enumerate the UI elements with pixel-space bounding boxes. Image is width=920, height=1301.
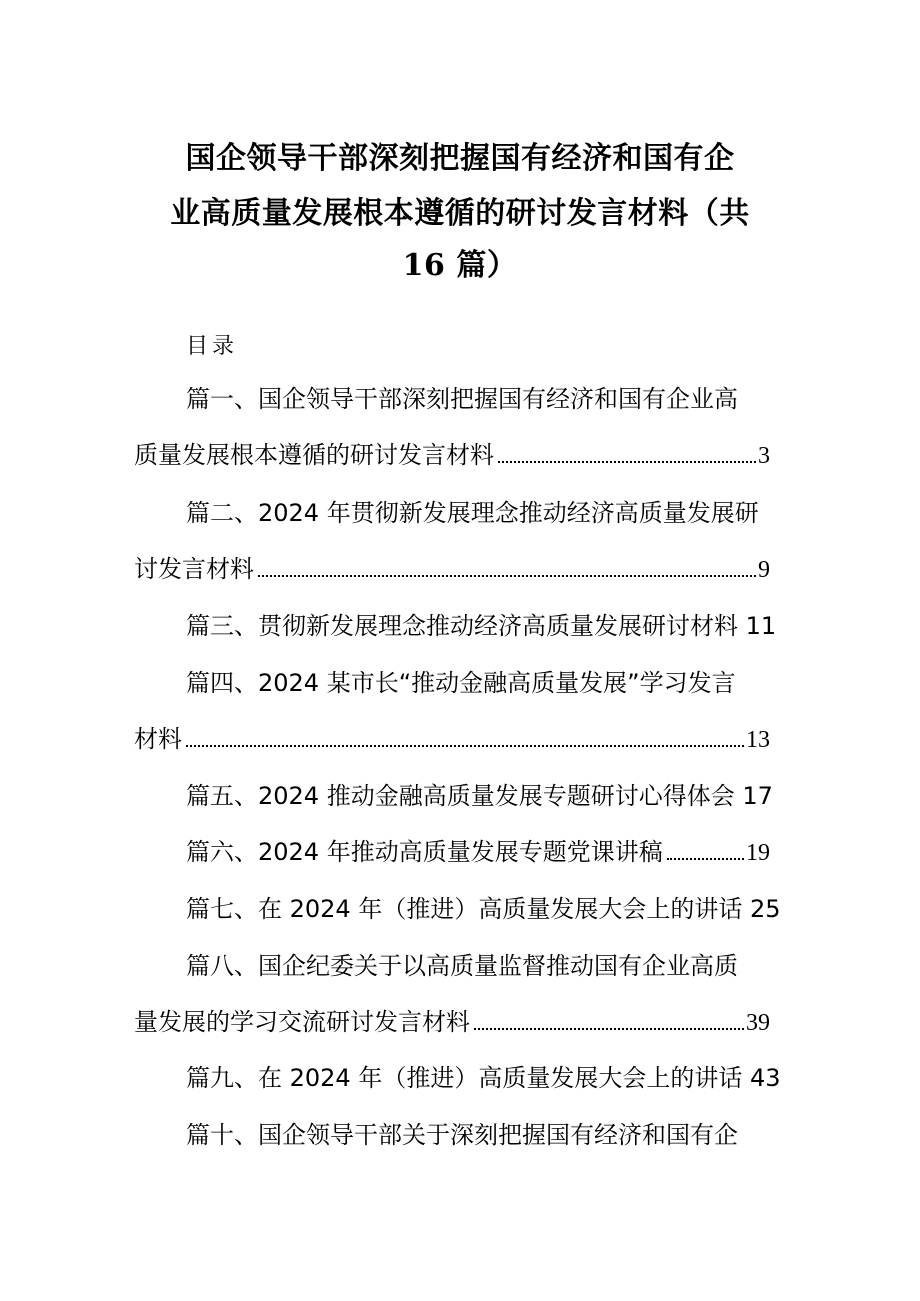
toc-entry-6[interactable] — [186, 836, 770, 869]
toc-entry-6-text: 篇六、2024 年推动高质量发展专题党课讲稿 — [186, 838, 663, 866]
toc-entry-2-text: 讨发言材料 — [134, 555, 254, 583]
toc-entry-8-page: 39 — [746, 1010, 770, 1036]
toc-entry-7[interactable]: 篇七、在 2024 年（推进）高质量发展大会上的讲话 25 — [186, 895, 781, 923]
toc-entry-4-page: 13 — [746, 727, 770, 753]
toc-entry-1-page: 3 — [758, 443, 770, 469]
dot-leader — [258, 575, 756, 577]
toc-entry-8-line-2[interactable] — [134, 1006, 770, 1039]
toc-entry-4-line-2[interactable] — [134, 723, 770, 756]
toc-entry-8-text: 量发展的学习交流研讨发言材料 — [134, 1008, 470, 1036]
toc-entry-1-line-2[interactable] — [134, 439, 770, 472]
toc-entry-2-line-2[interactable] — [134, 553, 770, 586]
toc-entry-6-page: 19 — [746, 840, 770, 866]
title-line-2: 业高质量发展根本遵循的研讨发言材料（共 — [170, 196, 750, 231]
toc-entry-1-text: 质量发展根本遵循的研讨发言材料 — [134, 441, 494, 469]
toc-entry-1-line-1[interactable]: 篇一、国企领导干部深刻把握国有经济和国有企业高 — [186, 385, 738, 413]
title-line-1: 国企领导干部深刻把握国有经济和国有企 — [185, 141, 735, 176]
toc-entry-2-page: 9 — [758, 557, 770, 583]
dot-leader — [186, 745, 744, 747]
toc-entry-2-line-1[interactable]: 篇二、2024 年贯彻新发展理念推动经济高质量发展研 — [186, 499, 759, 527]
toc-entry-10-line-1[interactable]: 篇十、国企领导干部关于深刻把握国有经济和国有企 — [186, 1121, 738, 1149]
toc-entry-4-text: 材料 — [134, 725, 182, 753]
toc-entry-5[interactable]: 篇五、2024 推动金融高质量发展专题研讨心得体会 17 — [186, 782, 773, 810]
dot-leader — [667, 858, 744, 860]
toc-entry-8-line-1[interactable]: 篇八、国企纪委关于以高质量监督推动国有企业高质 — [186, 952, 738, 980]
toc-entry-3[interactable]: 篇三、贯彻新发展理念推动经济高质量发展研讨材料 11 — [186, 612, 777, 640]
toc-heading: 目录 — [186, 334, 239, 359]
title-line-3: 16 篇） — [402, 248, 518, 283]
toc-entry-9[interactable]: 篇九、在 2024 年（推进）高质量发展大会上的讲话 43 — [186, 1064, 781, 1092]
dot-leader — [498, 461, 756, 463]
toc-entry-4-line-1[interactable]: 篇四、2024 某市长“推动金融高质量发展”学习发言 — [186, 669, 736, 697]
dot-leader — [474, 1028, 744, 1030]
